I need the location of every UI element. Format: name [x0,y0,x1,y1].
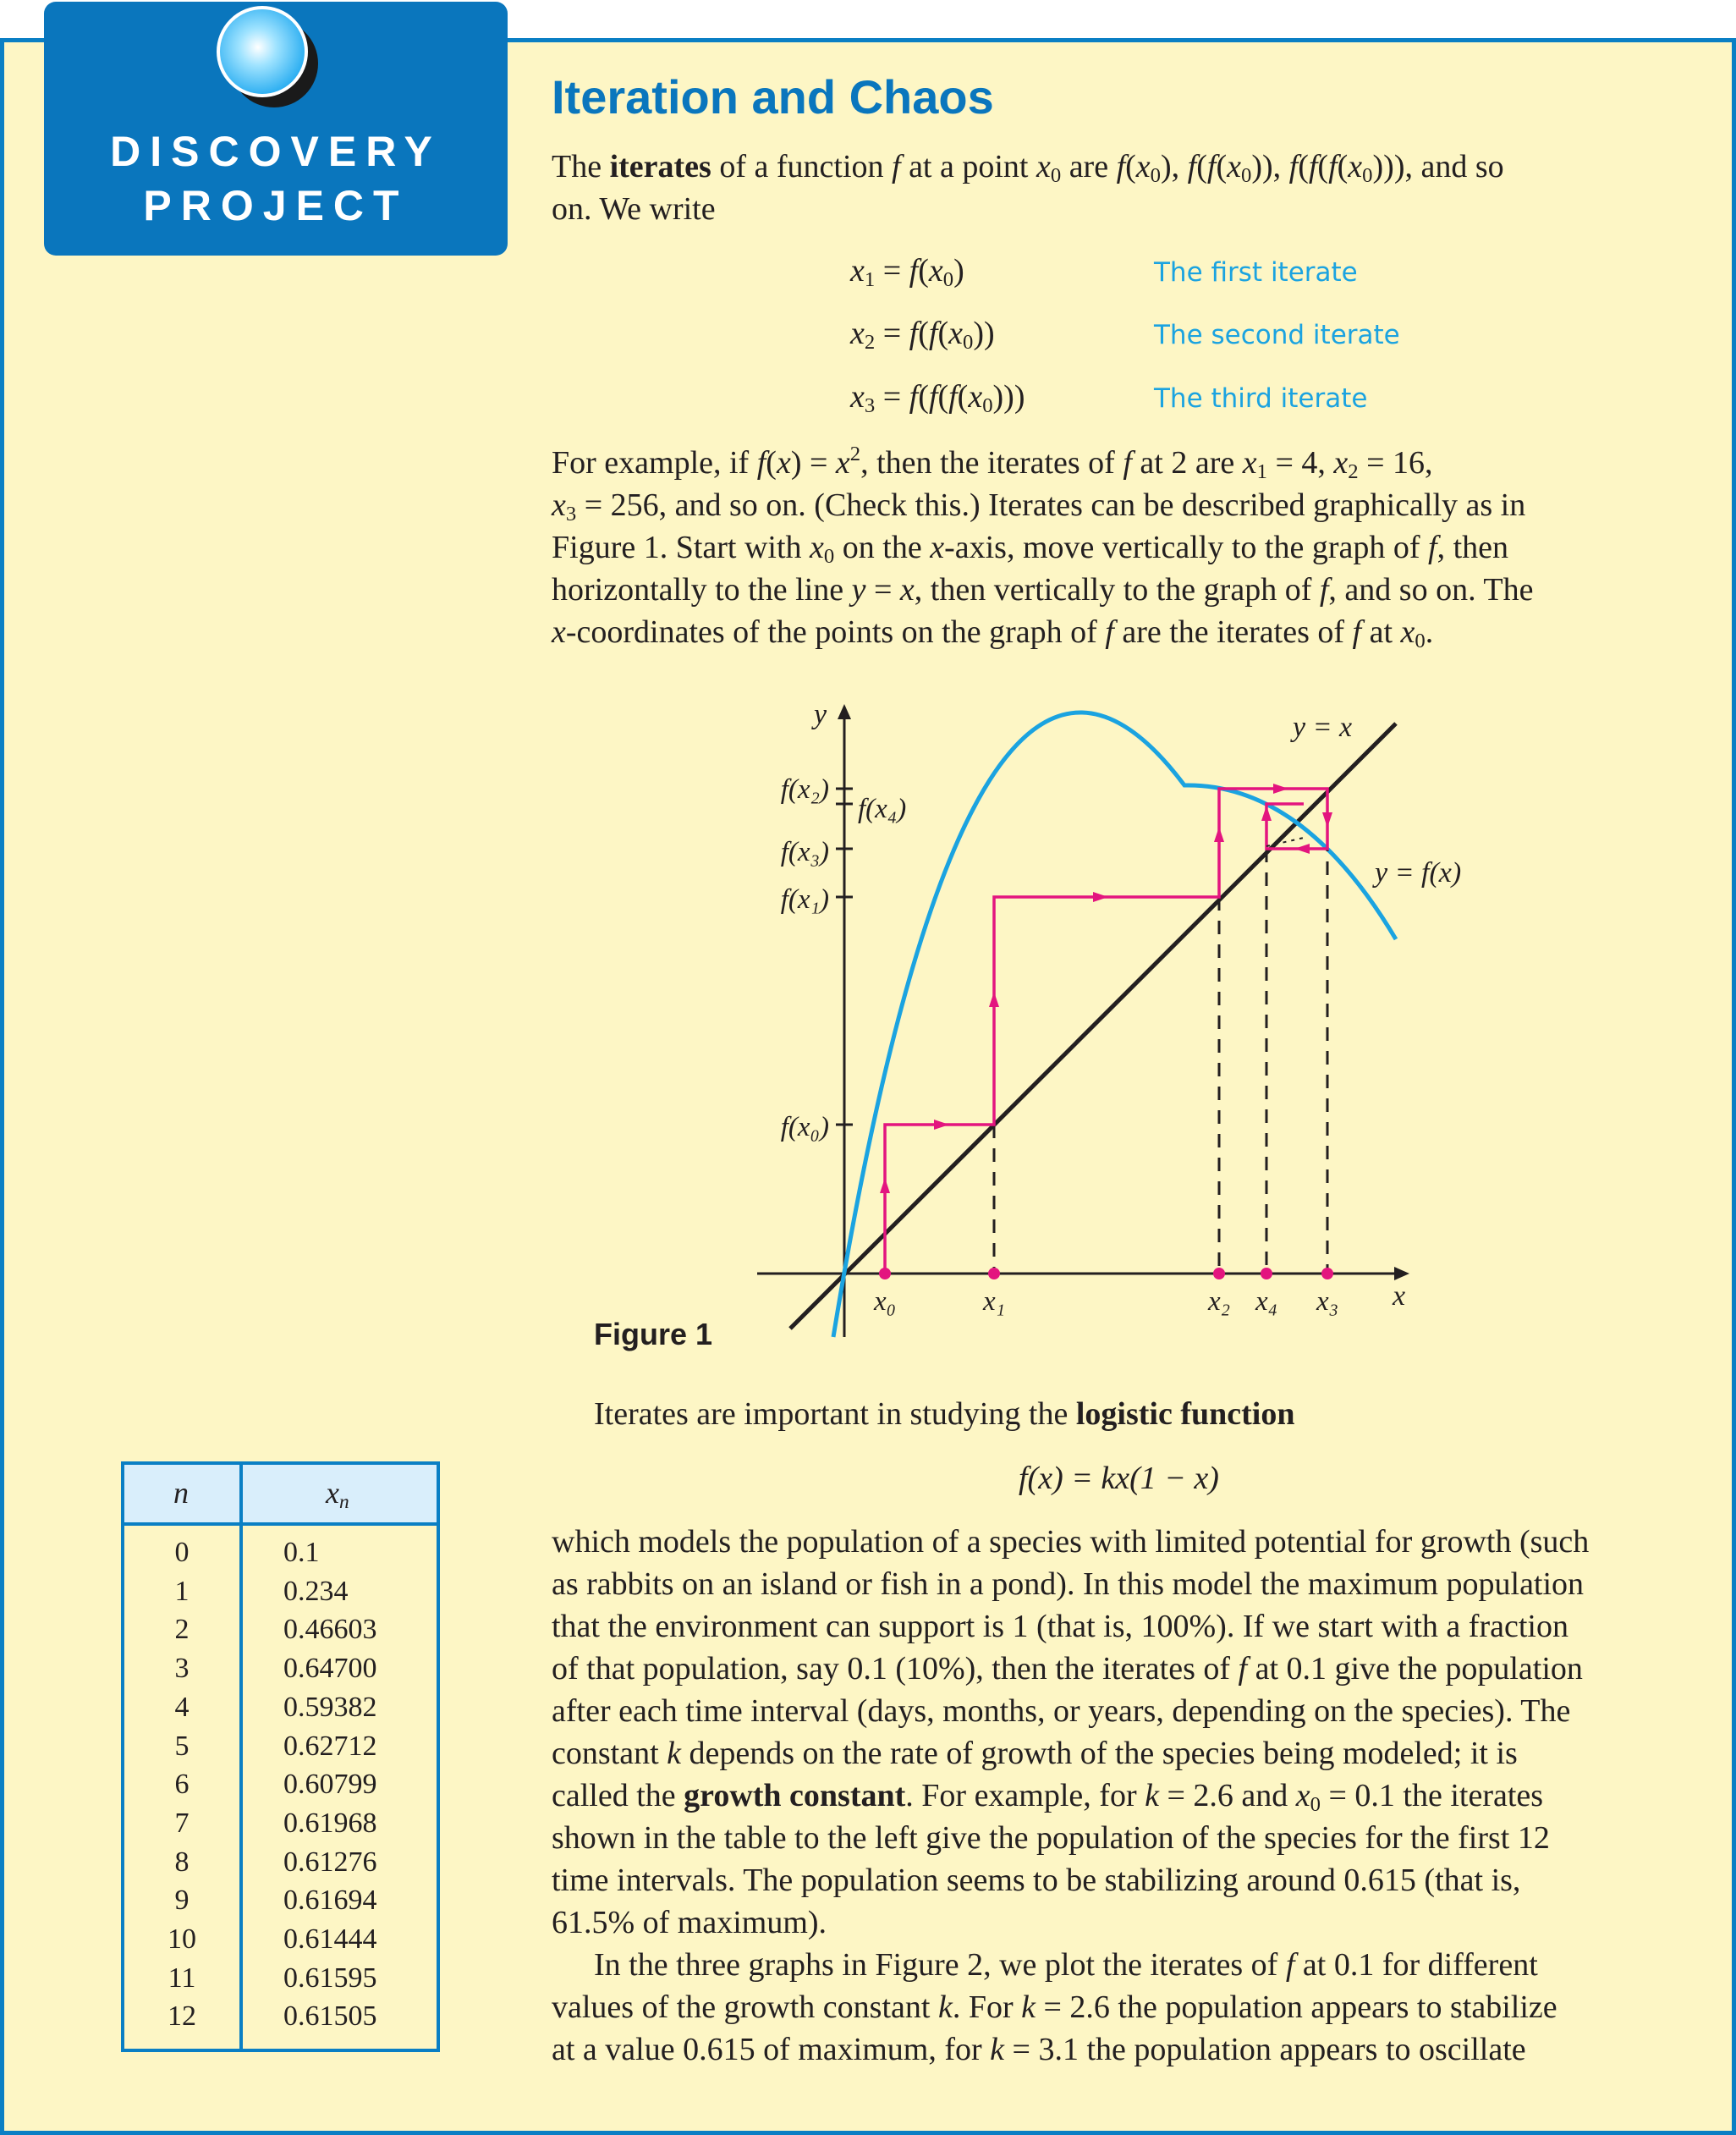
text-fragment: Figure 1. Start with [552,530,802,565]
dashed-guides [994,790,1327,1274]
text-fragment: , then [1437,530,1509,565]
table-row [124,1885,437,1923]
text-fragment: -axis, move vertically to the graph of [944,530,1420,565]
label-y-equals-x: y = x [1293,712,1353,743]
text-fragment: of a function [719,149,884,184]
eq-sub: 3 [864,394,876,418]
equation-2-note: The second iterate [1154,320,1400,350]
cell-n: 10 [168,1923,196,1955]
globe-icon [188,4,340,114]
text-fragment: constant [552,1736,659,1771]
para4-line-2: values of the growth constant k. For k = 2.6 the population appears to stabilize [552,1989,1557,2025]
eq-sub: 2 [864,331,876,355]
header-x-sub: n [338,1490,349,1513]
equation-1-note: The first iterate [1154,257,1358,288]
cell-n: 8 [174,1846,190,1878]
cell-n: 5 [174,1730,190,1762]
badge-line-2: PROJECT [143,182,409,229]
table-row [124,1614,437,1653]
cell-n: 6 [174,1769,190,1801]
cell-n: 11 [168,1962,196,1994]
equation-2: $x_2 = f(f(x_0))$ [850,316,995,355]
table-row [124,1653,437,1692]
text-fragment: depends on the rate of growth of the species being modeled; it is [689,1736,1518,1771]
equation-3-note: The third iterate [1154,383,1368,414]
text-fragment: at 2 are [1140,445,1235,481]
para2-line [594,1393,1294,1435]
intro-line-2: on. We write [552,191,716,227]
para4-line-1: In the three graphs in Figure 2, we plot the iterates of f at 0.1 for different [594,1947,1538,1983]
cell-xn: 0.61444 [283,1923,377,1955]
cell-n: 9 [174,1885,190,1917]
logistic-formula: f(x) = kx(1 − x) [1019,1461,1219,1496]
equation-3: $x_3 = f(f(f(x_0)))$ [850,379,1025,418]
term-growth-constant: growth constant [684,1778,906,1813]
cell-xn: 0.64700 [283,1653,377,1685]
header-n: n [173,1476,189,1510]
equation-1: $x_1 = f(x_0)$ [850,253,964,292]
cobweb-arrows [880,784,1332,1193]
text-fragment: , and so [1404,149,1504,184]
table-row [124,1846,437,1885]
text-fragment: = 2.6 the population appears to stabilize [1043,1989,1557,2025]
text-fragment: of that population, say 0.1 (10%), then the iterates of [552,1651,1231,1687]
text-fragment: In the three graphs in Figure 2, we plot the iterates of [594,1947,1278,1983]
table-row [124,1576,437,1615]
figure-1-caption: Figure 1 [594,1317,713,1351]
text-fragment: at 0.1 for different [1302,1947,1538,1983]
x-axis-arrow [1394,1267,1409,1280]
cell-n: 0 [174,1537,190,1568]
cell-n: 12 [168,2000,196,2033]
cell-xn: 0.59382 [283,1691,377,1723]
text-fragment: at [1369,614,1393,650]
intro-line-1: The iterates of a function f at a point $x_0$ are $f(x_0)$, $f(f(x_0))$, $f(f(f(x_0)))$, and so [552,149,1504,188]
text-fragment: at a value 0.615 of maximum, for [552,2032,982,2067]
para3-line-6: constant k depends on the rate of growth of the species being modeled; it is [552,1736,1518,1771]
cell-xn: 0.61968 [283,1807,377,1839]
para3-line-2: as rabbits on an island or fish in a pond). In this model the maximum population [552,1566,1585,1602]
text-fragment: at a point [909,149,1029,184]
text-fragment: , and so on. The [1328,572,1534,608]
para4-line-3: at a value 0.615 of maximum, for k = 3.1 the population appears to oscillate [552,2032,1526,2067]
label-f-x0: f(x₀) [780,1112,829,1142]
text-fragment: horizontally to the line [552,572,844,608]
iterates-table [121,1461,440,2052]
para3-line-9: time intervals. The population seems to be stabilizing around 0.615 (that is, [552,1863,1521,1898]
cell-n: 7 [174,1807,190,1839]
text-fragment: called the [552,1778,676,1813]
cell-xn: 0.61595 [283,1962,377,1994]
text-fragment: For example, if [552,445,750,481]
para1-line-1: For example, if $f(x) = x^2$, then the iterates of f at 2 are $x_1 = 4$, $x_2 = 16$, [552,443,1433,484]
text-fragment: = 3.1 the population appears to oscillate [1012,2032,1526,2067]
label-x3: x₃ [1316,1286,1339,1317]
label-x2: x₂ [1207,1286,1231,1317]
eq-sub: 1 [864,268,876,292]
section-title: Iteration and Chaos [552,70,994,124]
text-fragment: . For example, for [905,1778,1137,1813]
text-fragment: on the [842,530,922,565]
text-fragment: = 256, and so on. (Check this.) Iterates can be described graphically as in [584,487,1526,523]
para3-line-3: that the environment can support is 1 (that is, 100%). If we start with a fraction [552,1609,1568,1644]
table-row [124,1962,437,2001]
para3-line-1: which models the population of a species with limited potential for growth (such [552,1524,1590,1560]
label-f-x2: f(x₂) [780,774,829,805]
cell-n: 4 [174,1691,190,1723]
y-axis-arrow [838,704,851,719]
term-logistic-function: logistic function [1075,1396,1295,1432]
text-fragment: = 0.1 the iterates [1328,1778,1544,1813]
table-row [124,1731,437,1769]
text-fragment: = 4, [1275,445,1326,481]
para3-line-5: after each time interval (days, months, or years, depending on the species). The [552,1693,1571,1729]
para1-line-5: x-coordinates of the points on the graph of f are the iterates of f at $x_0$. [552,614,1434,653]
label-x0: x₀ [873,1286,897,1317]
label-f-x3: f(x₃) [780,837,829,867]
label-y-equals-fx: y = f(x) [1375,857,1462,889]
table-row [124,2000,437,2039]
cell-xn: 0.62712 [283,1730,377,1762]
text-fragment: = 2.6 and [1167,1778,1288,1813]
label-f-x1: f(x₁) [780,884,829,915]
para3-line-4: of that population, say 0.1 (10%), then the iterates of f at 0.1 give the population [552,1651,1583,1687]
label-f-x4: f(x₄) [858,794,907,824]
table-row [124,1923,437,1962]
label-axis-x: x [1393,1280,1406,1312]
text-fragment: = 16, [1366,445,1433,481]
text-fragment: are [1069,149,1109,184]
cell-xn: 0.46603 [283,1614,377,1646]
table-row [124,1769,437,1808]
label-x4: x₄ [1255,1286,1278,1317]
header-xn [326,1475,349,1513]
para3-line-7: called the growth constant. For example, for k = 2.6 and $x_0 = 0.1$ the iterates [552,1778,1544,1817]
cell-xn: 0.1 [283,1537,320,1568]
text-fragment: values of the growth constant [552,1989,931,2025]
table-header [124,1465,437,1526]
cell-n: 3 [174,1653,190,1685]
cell-xn: 0.61694 [283,1885,377,1917]
text-fragment: , then the iterates of [860,445,1115,481]
badge-line-1: DISCOVERY [110,128,442,175]
text-the: The [552,149,602,184]
table-row [124,1692,437,1731]
cell-xn: 0.234 [283,1575,349,1607]
cell-n: 2 [174,1614,190,1646]
text-fragment: -coordinates of the points on the graph of [565,614,1097,650]
text-fragment: at 0.1 give the population [1255,1651,1583,1687]
cell-n: 1 [174,1575,190,1607]
label-axis-y: y [814,699,827,730]
header-x: x [326,1476,339,1510]
para1-line-2: $x_3 = 256$, and so on. (Check this.) Iterates can be described graphically as in [552,487,1526,526]
para3-line-8: shown in the table to the left give the population of the species for the first 12 [552,1820,1550,1856]
table-row [124,1808,437,1846]
cell-xn: 0.61505 [283,2000,377,2033]
text-fragment: Iterates are important in studying the [594,1396,1069,1432]
label-x1: x₁ [982,1286,1006,1317]
cell-xn: 0.61276 [283,1846,377,1878]
para1-line-4: horizontally to the line y = x, then vertically to the graph of f, and so on. The [552,572,1534,608]
text-fragment: . For [952,1989,1014,2025]
cell-xn: 0.60799 [283,1769,377,1801]
table-row [124,1537,437,1576]
term-iterates: iterates [609,149,711,184]
text-fragment: are the iterates of [1122,614,1345,650]
para1-line-3: Figure 1. Start with $x_0$ on the x-axis, move vertically to the graph of f, then [552,530,1509,569]
text-fragment: , then vertically to the graph of [914,572,1312,608]
para3-line-10: 61.5% of maximum). [552,1905,827,1940]
